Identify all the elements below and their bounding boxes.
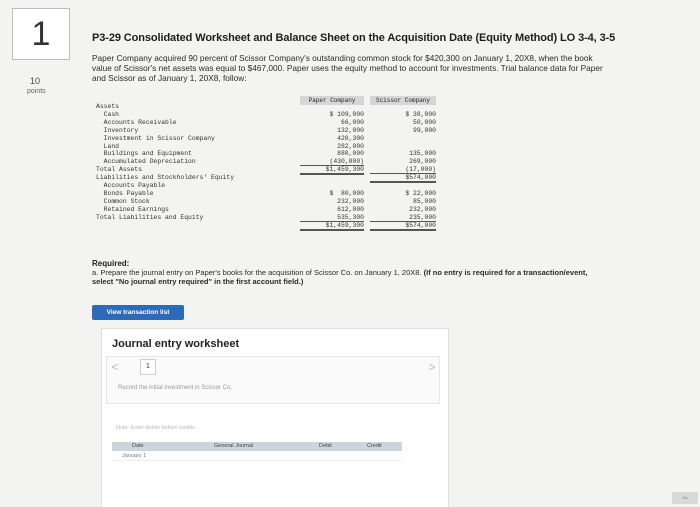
debits-note: Note: Enter debits before credits. <box>116 425 197 431</box>
col-credit: Credit <box>367 443 382 449</box>
scissor-company-value: 269,000 <box>409 158 436 166</box>
trial-balance-row <box>96 198 436 205</box>
trial-balance-account: Bonds Payable <box>96 189 154 197</box>
trial-balance-account: Liabilities and Stockholders' Equity <box>96 174 235 182</box>
journal-row[interactable] <box>112 451 402 461</box>
journal-row-date: January 1 <box>122 453 147 459</box>
trial-balance-row <box>96 135 436 142</box>
paper-company-value: $1,459,300 <box>300 166 364 175</box>
scissor-company-header: Scissor Company <box>370 96 436 105</box>
trial-balance-account: Common Stock <box>96 197 150 205</box>
paper-company-value: 535,300 <box>300 214 364 222</box>
trial-balance-row <box>96 143 436 150</box>
paper-company-value: $1,459,300 <box>300 222 364 231</box>
question-number: 1 <box>31 14 51 53</box>
trial-balance-account: Inventory <box>96 126 139 134</box>
trial-balance-row <box>96 150 436 157</box>
journal-entry-panel <box>101 328 449 507</box>
scissor-company-value: 235,000 <box>370 214 436 222</box>
next-chevron-icon[interactable]: > <box>428 360 436 374</box>
paper-company-value: (430,000) <box>300 158 364 166</box>
record-prompt: Record the initial investment in Scissor Co. <box>118 385 233 391</box>
trial-balance-row <box>96 111 436 118</box>
worksheet-page-button[interactable]: 1 <box>140 359 156 375</box>
corner-badge: Co <box>672 492 698 504</box>
paper-company-value: 612,000 <box>337 205 364 213</box>
trial-balance-row <box>96 103 436 110</box>
trial-balance-account: Cash <box>96 110 120 118</box>
scissor-company-value: 232,000 <box>409 205 436 213</box>
journal-table-header <box>112 442 402 451</box>
trial-balance-account: Accounts Receivable <box>96 118 177 126</box>
paper-company-value: 66,000 <box>340 118 364 126</box>
trial-balance-row <box>96 190 436 197</box>
scissor-company-value: 50,000 <box>412 118 436 126</box>
trial-balance-account: Investment in Scissor Company <box>96 134 215 142</box>
col-date: Date <box>132 443 144 449</box>
trial-balance-row <box>96 174 436 181</box>
trial-balance-account: Buildings and Equipment <box>96 150 192 158</box>
journal-entry-worksheet-title: Journal entry worksheet <box>112 338 240 350</box>
paper-company-value: 420,300 <box>337 134 364 142</box>
paper-company-value: $ 109,000 <box>329 110 364 118</box>
problem-title: P3-29 Consolidated Worksheet and Balance Sheet on the Acquisition Date (Equity Method) LO 3-4, 3-5 <box>92 32 616 44</box>
paper-company-value: $ 80,000 <box>329 189 364 197</box>
trial-balance-row <box>96 182 436 189</box>
scissor-company-value: 85,000 <box>412 197 436 205</box>
col-debit: Debit <box>319 443 332 449</box>
prev-chevron-icon[interactable]: < <box>111 360 119 374</box>
paper-company-value: 880,000 <box>337 150 364 158</box>
paper-company-value: 132,000 <box>337 126 364 134</box>
trial-balance-row <box>96 222 436 229</box>
trial-balance-account: Accumulated Depreciation <box>96 158 196 166</box>
trial-balance-account: Accounts Payable <box>96 182 166 189</box>
required-note: (If no entry is required for a transaction/event, select "No journal entry required" in the first account field.) <box>92 268 588 286</box>
scissor-company-value: 135,000 <box>409 150 436 158</box>
question-number-box <box>12 8 70 60</box>
points-label: points <box>27 88 46 95</box>
trial-balance-row <box>96 214 436 221</box>
view-transaction-list-button[interactable]: View transaction list <box>92 305 184 320</box>
scissor-company-value: 99,000 <box>412 126 436 134</box>
worksheet-nav-area <box>106 356 440 404</box>
trial-balance-account: Total Assets <box>96 166 143 174</box>
trial-balance-account: Total Liabilities and Equity <box>96 213 204 221</box>
trial-balance-account: Retained Earnings <box>96 205 169 213</box>
trial-balance-row <box>96 206 436 213</box>
paper-company-value: 282,000 <box>337 142 364 150</box>
trial-balance-row <box>96 127 436 134</box>
trial-balance-account: Land <box>96 142 120 150</box>
scissor-company-value: (17,000) <box>370 166 436 174</box>
col-general-journal: General Journal <box>214 443 254 449</box>
points-value: 10 <box>30 76 41 86</box>
scissor-company-value: $ 38,000 <box>405 110 436 118</box>
trial-balance-row <box>96 166 436 173</box>
required-instruction: a. Prepare the journal entry on Paper's books for the acquisition of Scissor Co. on January 1, 20X8. <box>92 268 424 277</box>
scissor-company-value: $574,000 <box>370 174 436 183</box>
scissor-company-value: $ 22,000 <box>405 189 436 197</box>
required-heading: Required: <box>92 259 130 268</box>
trial-balance-account: Assets <box>96 103 120 110</box>
trial-balance-row <box>96 158 436 165</box>
scissor-company-value: $574,000 <box>370 222 436 231</box>
paper-company-value: 232,000 <box>337 197 364 205</box>
problem-intro: Paper Company acquired 90 percent of Scissor Company's outstanding common stock for $420,300 on January 1, 20X8, when the book value of Scissor's net assets was equal to $467,000. Paper uses the equity method to account for investments. Trial balance data for Paper and Scissor as of January 1, 20X8, follow: <box>92 53 603 83</box>
trial-balance-row <box>96 119 436 126</box>
required-text <box>92 268 592 286</box>
paper-company-header: Paper Company <box>300 96 364 105</box>
